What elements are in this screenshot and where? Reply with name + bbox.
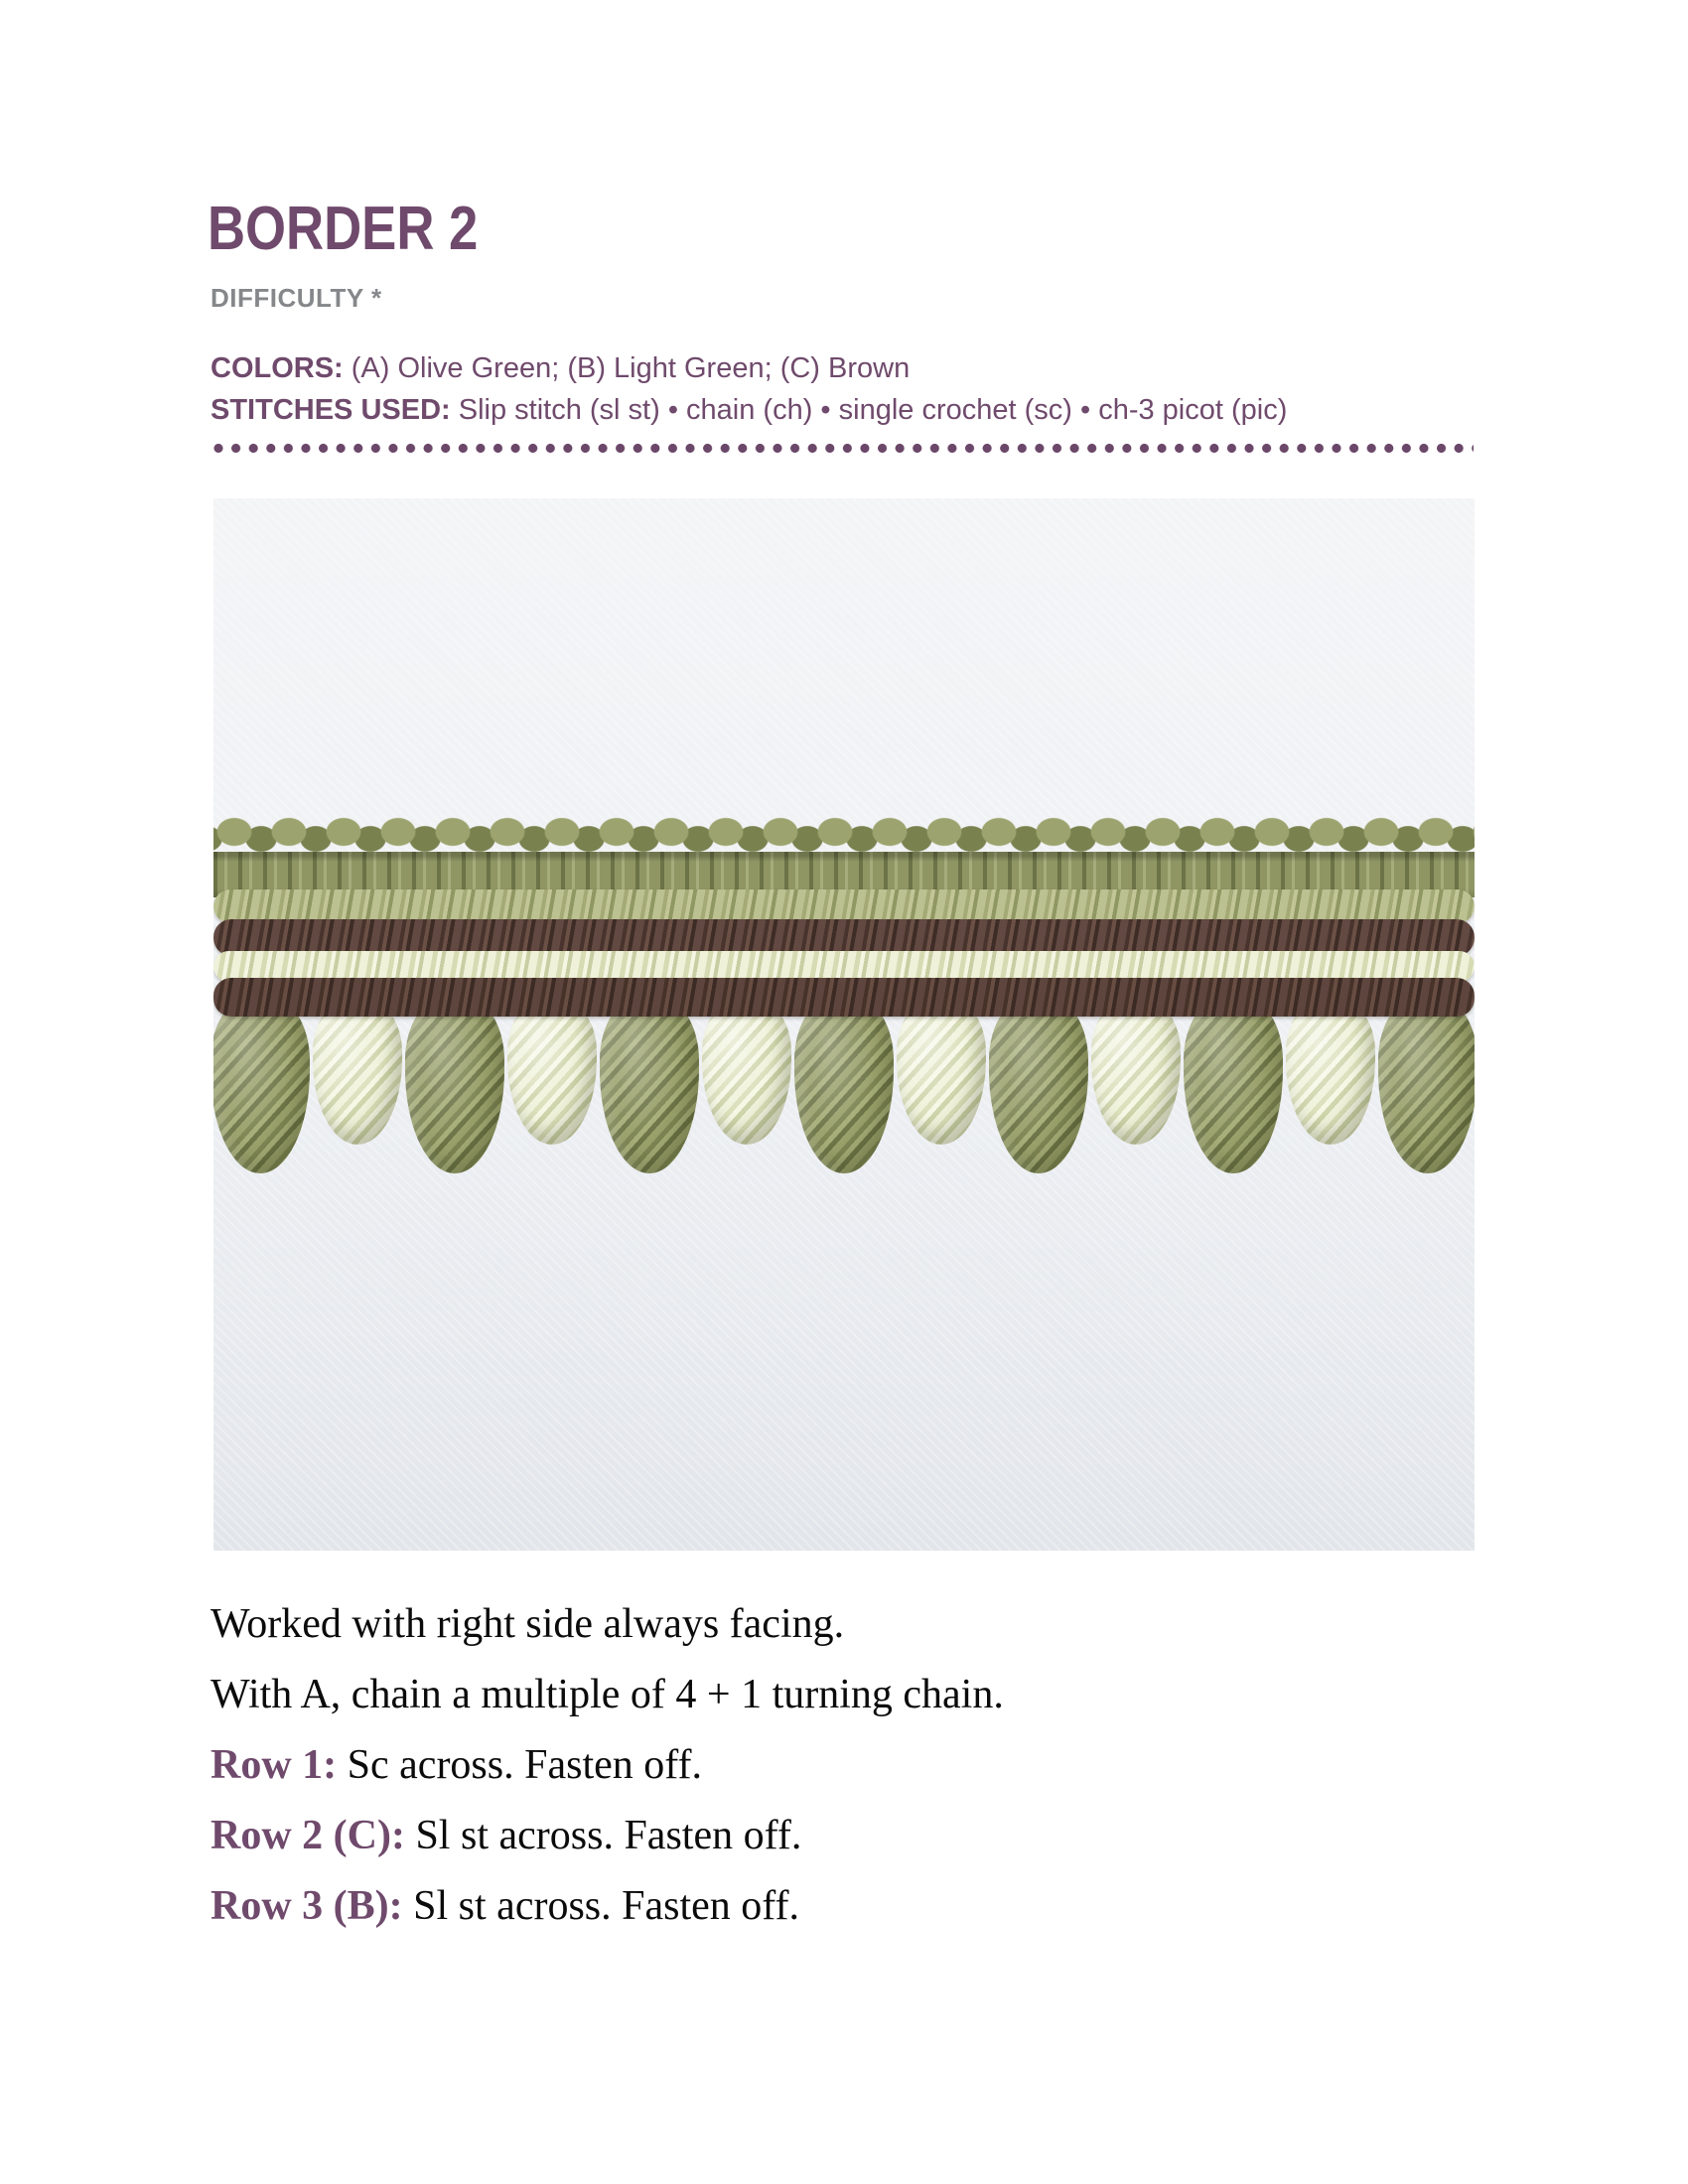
row-instruction — [211, 1730, 1004, 1801]
row-instruction — [211, 1871, 1004, 1942]
pattern-meta — [211, 347, 1287, 431]
chain-edge-row — [213, 802, 1475, 860]
page-title: BORDER 2 — [208, 195, 479, 263]
colors-line — [211, 347, 1287, 389]
intro-line: With A, chain a multiple of 4 + 1 turning chain. — [211, 1672, 1004, 1717]
row-label: Row 2 (C): — [211, 1813, 405, 1858]
colors-label: COLORS: — [211, 352, 344, 384]
swatch-photo — [213, 498, 1475, 1551]
picot-scallop-olive — [600, 995, 699, 1173]
picot-scallop-olive — [213, 995, 310, 1173]
intro-line: Worked with right side always facing. — [211, 1601, 845, 1647]
picot-scallop-olive — [1184, 995, 1283, 1173]
stitches-label: STITCHES USED: — [211, 394, 451, 426]
picot-scallop-cream — [1286, 998, 1375, 1145]
picot-scallop-fringe — [215, 995, 1473, 1193]
picot-scallop-olive — [794, 995, 894, 1173]
row-text: Sl st across. Fasten off. — [404, 1813, 802, 1858]
slip-stitch-row-brown-lower — [213, 978, 1475, 1017]
picot-scallop-olive — [405, 995, 504, 1173]
dotted-divider — [211, 442, 1474, 455]
row-text: Sl st across. Fasten off. — [402, 1883, 800, 1929]
colors-value: (A) Olive Green; (B) Light Green; (C) Brown — [343, 352, 911, 384]
row-label: Row 3 (B): — [211, 1883, 403, 1929]
slip-stitch-row-light-olive — [213, 889, 1475, 923]
picot-scallop-cream — [507, 998, 597, 1145]
pattern-instructions — [211, 1589, 1004, 1942]
picot-scallop-cream — [1091, 998, 1181, 1145]
picot-scallop-olive — [1378, 995, 1475, 1173]
stitches-value: Slip stitch (sl st) • chain (ch) • single crochet (sc) • ch-3 picot (pic) — [450, 394, 1288, 426]
picot-scallop-cream — [313, 998, 402, 1145]
row-instruction — [211, 1801, 1004, 1871]
picot-scallop-olive — [989, 995, 1088, 1173]
stitches-line — [211, 389, 1287, 431]
crochet-border-swatch — [213, 498, 1475, 1551]
row-label: Row 1: — [211, 1742, 338, 1788]
picot-scallop-cream — [702, 998, 791, 1145]
picot-scallop-cream — [897, 998, 986, 1145]
difficulty-rating: DIFFICULTY * — [211, 283, 382, 313]
row-text: Sc across. Fasten off. — [337, 1742, 702, 1788]
